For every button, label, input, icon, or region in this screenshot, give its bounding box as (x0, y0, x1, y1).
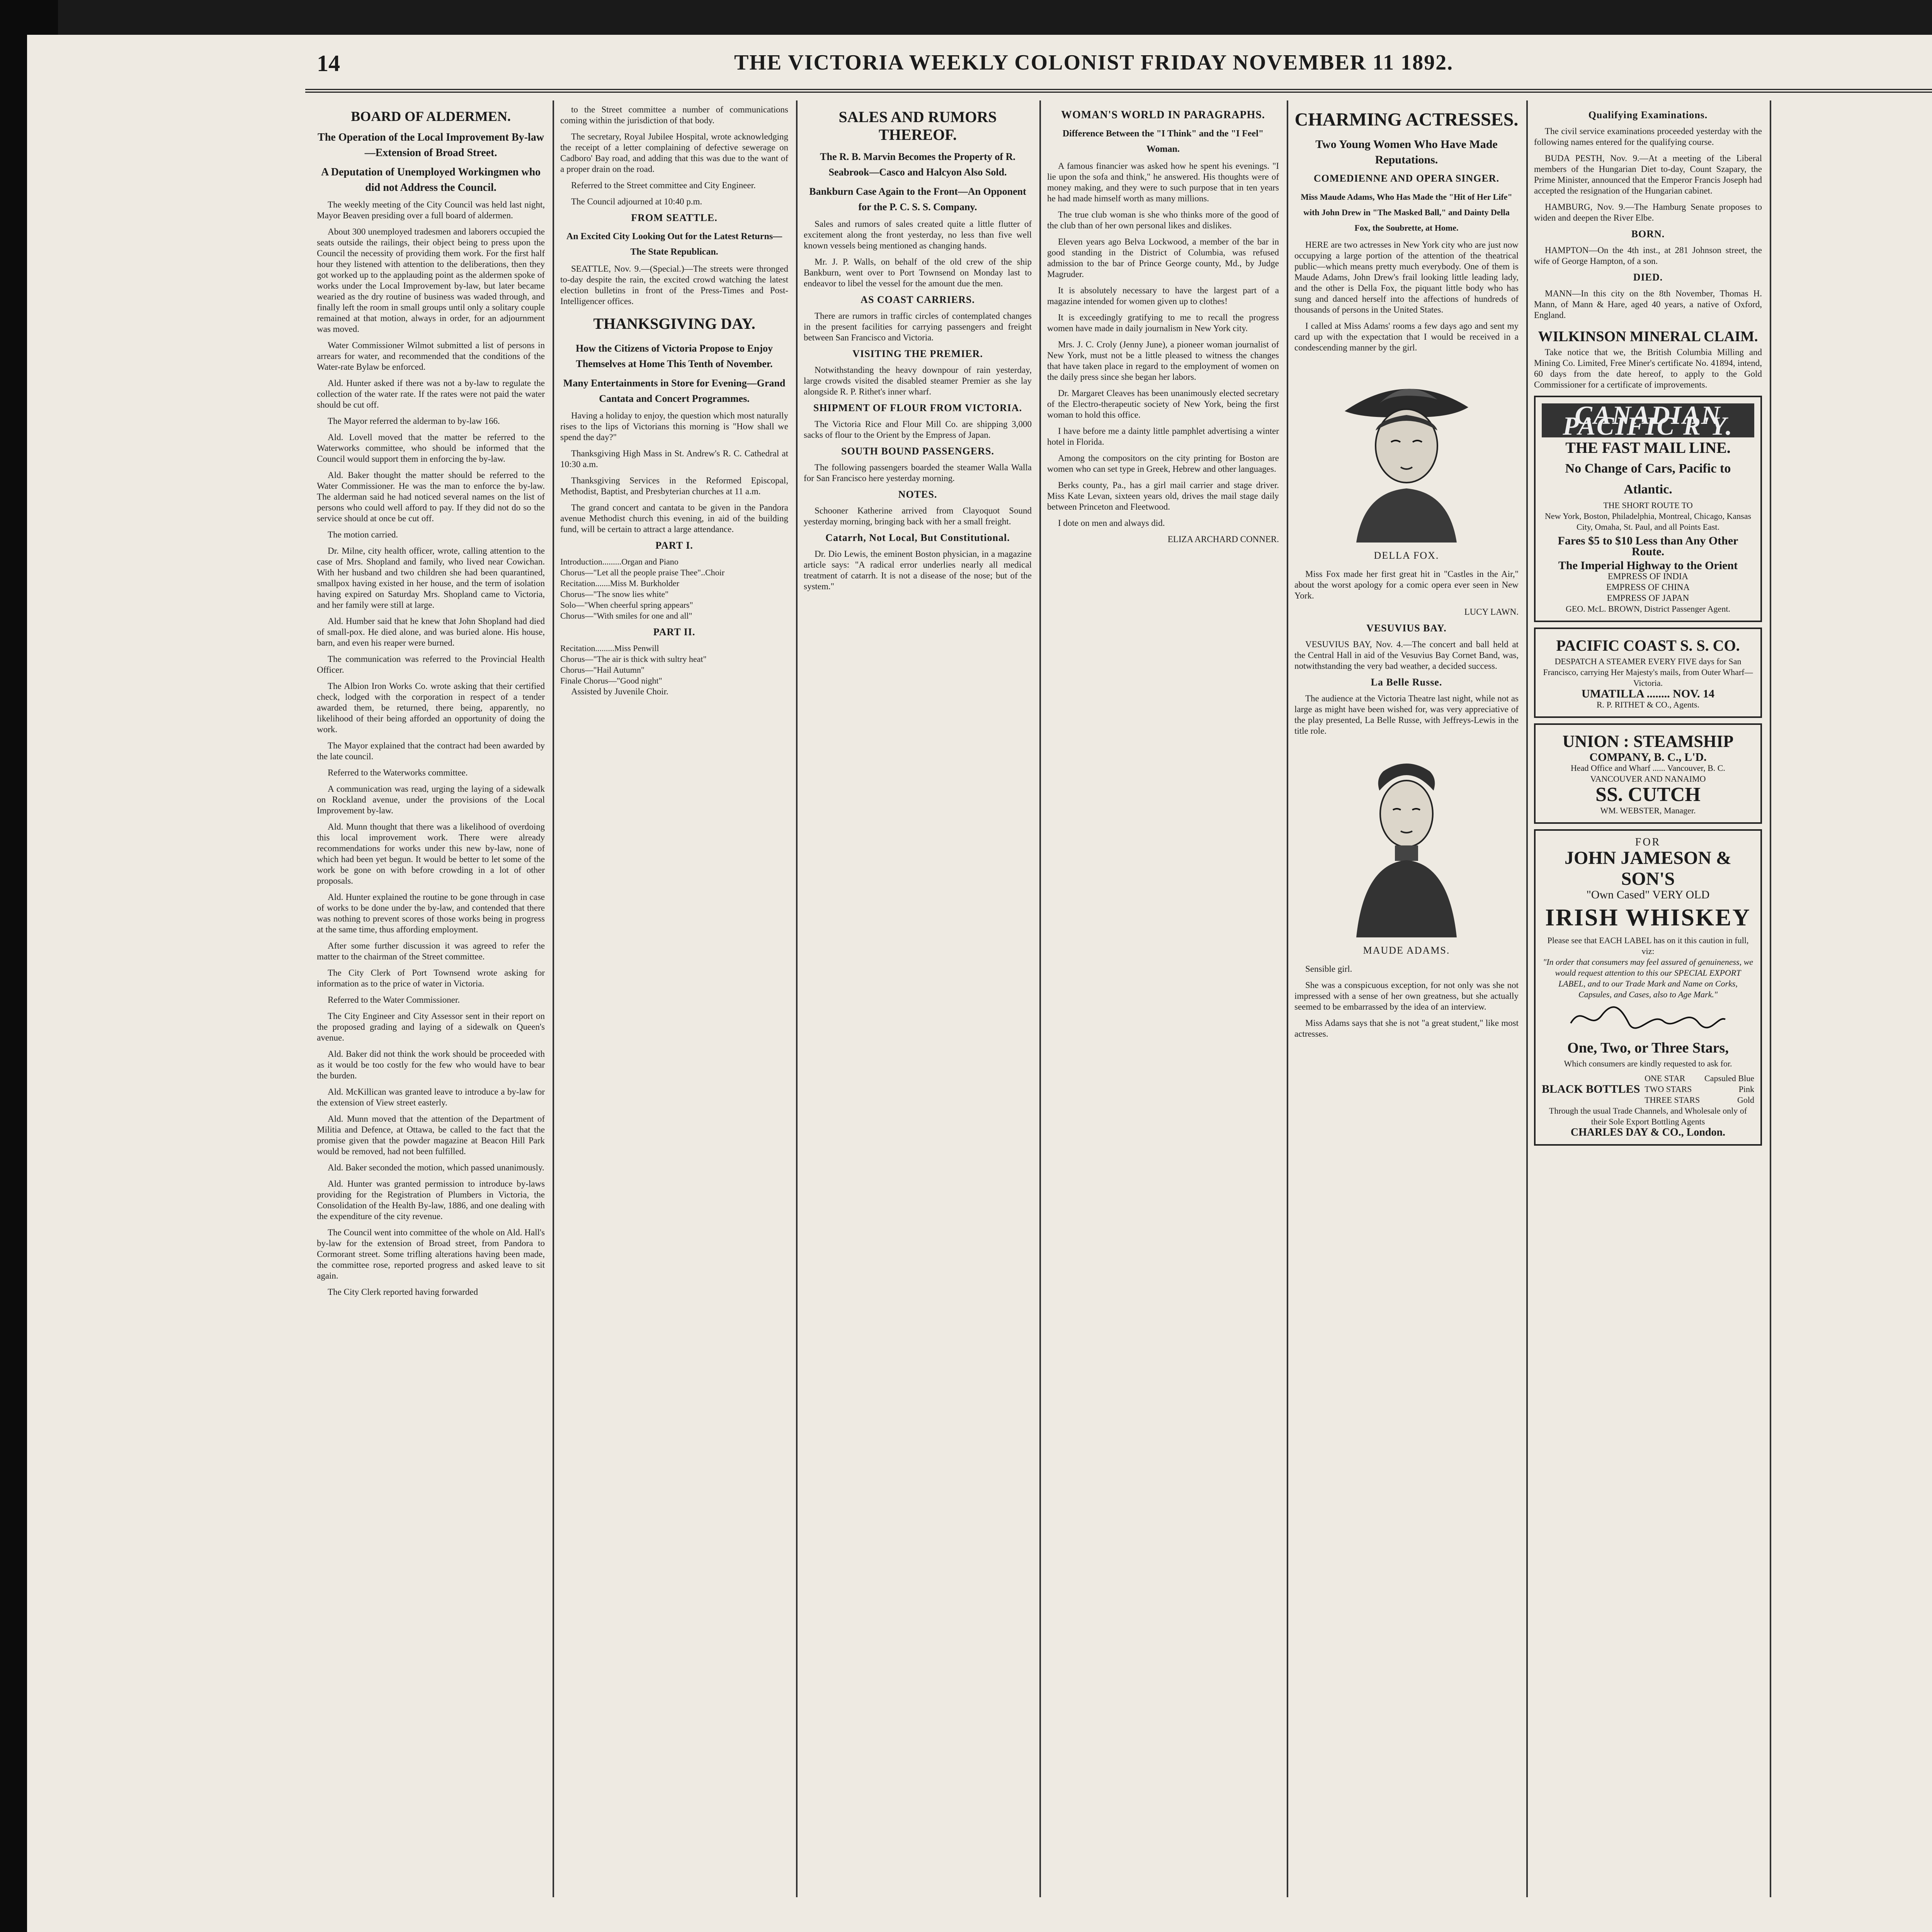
article-heading: THANKSGIVING DAY. (593, 315, 755, 332)
ad-line: New York, Boston, Philadelphia, Montreal, Chicago, Kansas City, Omaha, St. Paul, and all Points East. (1544, 511, 1752, 532)
paragraph: Notwithstanding the heavy downpour of rain yesterday, large crowds visited the disabled steamer Premier as she lay alongside R. P. Rithet's inner wharf. (804, 365, 1032, 396)
ad-line: THE SHORT ROUTE TO (1603, 500, 1693, 510)
column-rule (796, 100, 798, 1897)
ship-name: EMPRESS OF CHINA (1606, 582, 1690, 592)
paragraph: Dr. Margaret Cleaves has been unanimously elected secretary of the Electro-therapeutic society of New York, being the first woman to hold this office. (1047, 388, 1279, 420)
paragraph: The true club woman is she who thinks more of the good of the club than of her own personal likes and dislikes. (1047, 210, 1279, 230)
ship-name: EMPRESS OF JAPAN (1607, 593, 1689, 603)
paragraph: Berks county, Pa., has a girl mail carrier and stage driver. Miss Kate Levan, sixteen years old, drives the mail stage daily between Princeton and Fleetwood. (1047, 480, 1279, 512)
page-number: 14 (317, 51, 340, 76)
article-subhead: A Deputation of Unemployed Workingmen who did not Address the Council. (321, 166, 541, 194)
paragraph: It is absolutely necessary to have the largest part of a magazine intended for women given up to clothes! (1047, 286, 1279, 306)
ad-line: BLACK BOTTLES (1542, 1083, 1640, 1095)
byline: ELIZA ARCHARD CONNER. (1167, 534, 1279, 544)
section-heading: NOTES. (898, 489, 937, 500)
program-item: Introduction.........Organ and Piano (560, 557, 679, 566)
paragraph: The Mayor referred the alderman to by-law 166. (328, 416, 500, 426)
ad-heading: JOHN JAMESON & SON'S (1565, 848, 1731, 889)
ad-agent: WM. WEBSTER, Manager. (1600, 806, 1696, 815)
paragraph: The secretary, Royal Jubilee Hospital, wrote acknowledging the receipt of a letter complaining of defective sewerage on Cadboro' Bay road, and adding that this was due to the want of a proper drain on the road. (560, 132, 788, 174)
article-subhead: Many Entertainments in Store for Evening—Grand Cantata and Concert Programmes. (563, 378, 786, 404)
paragraph: SEATTLE, Nov. 9.—(Special.)—The streets were thronged to-day despite the rain, the excited crowd watching the latest election bulletins in front of the Press-Times and Post-Intelligencer offices. (560, 264, 788, 306)
paragraph: Dr. Milne, city health officer, wrote, calling attention to the case of Mrs. Shopland and family, who lived near Cowichan. With her husband and two children she had been quarantined, smallpox having existed in her house, and the term of isolation having expired on Saturday Mrs. Shopland came to Victoria, and her family were still at large. (317, 546, 545, 610)
paragraph: Ald. McKillican was granted leave to introduce a by-law for the extension of View street easterly. (317, 1087, 545, 1107)
paragraph: The City Engineer and City Assessor sent in their report on the proposed grading and laying of a sidewalk on Queen's avenue. (317, 1011, 545, 1043)
paragraph: The Council adjourned at 10:40 p.m. (571, 197, 702, 206)
ad-line: No Change of Cars, Pacific to Atlantic. (1565, 461, 1731, 497)
column-rule (1526, 100, 1528, 1897)
star-option: THREE STARS (1645, 1095, 1700, 1105)
section-heading: Catarrh, Not Local, But Constitutional. (825, 532, 1010, 543)
ad-line: Head Office and Wharf ...... Vancouver, B. C. (1571, 763, 1725, 773)
paragraph: Mr. J. P. Walls, on behalf of the old crew of the ship Bankburn, went over to Port Townsend on Monday last to endeavor to libel the vessel for the amount due the men. (804, 257, 1032, 288)
article-subhead: The R. B. Marvin Becomes the Property of R. Seabrook—Casco and Halcyon Also Sold. (820, 151, 1015, 178)
jameson-signature-icon (1567, 1000, 1729, 1035)
paragraph: MANN—In this city on the 8th November, Thomas H. Mann, of Mann & Hare, aged 40 years, a native of Oxford, England. (1534, 289, 1762, 320)
program-part: PART II. (653, 626, 696, 638)
column-rule (1287, 100, 1288, 1897)
program-part: PART I. (655, 540, 693, 551)
article-subhead: Miss Maude Adams, Who Has Made the "Hit of Her Life" with John Drew in "The Masked Ball," and Dainty Della Fox, the Soubrette, at Home. (1301, 192, 1512, 233)
ad-agent: R. P. RITHET & CO., Agents. (1596, 700, 1700, 709)
ad-line: THE FAST MAIL LINE. (1565, 439, 1731, 456)
program-item: Recitation.........Miss Penwill (560, 643, 659, 653)
paragraph: Ald. Baker seconded the motion, which passed unanimously. (328, 1163, 544, 1172)
article-heading: CHARMING ACTRESSES. (1294, 109, 1519, 130)
section-heading: SOUTH BOUND PASSENGERS. (841, 446, 994, 457)
paragraph: The Council went into committee of the whole on Ald. Hall's by-law for the extension of Broad street, from Pandora to Cormorant street. Some trifling alterations having been made, the committee rose, reported progress and asked leave to sit again. (317, 1228, 545, 1281)
paragraph: A communication was read, urging the laying of a sidewalk on Rockland avenue, under the provisions of the Local Improvement by-law. (317, 784, 545, 815)
program-item: Chorus—"Let all the people praise Thee"..Choir (560, 568, 725, 577)
paragraph: A famous financier was asked how he spent his evenings. "I lie upon the sofa and think," he answered. His thoughts were of money making, and they were to such purpose that in ten years he had made himself worth as many millions. (1047, 161, 1279, 203)
ship-name: SS. CUTCH (1595, 784, 1701, 806)
paragraph: Among the compositors on the city printing for Boston are women who can set type in Greek, Hebrew and other languages. (1047, 453, 1279, 474)
star-option: TWO STARS (1645, 1084, 1692, 1094)
paragraph: The Albion Iron Works Co. wrote asking that their certified check, lodged with the corporation in respect of a tender awarded them, be returned, there being, apparently, no likelihood of their being afforded an opportunity of doing the work. (317, 681, 545, 734)
ad-line: The Imperial Highway to the Orient (1558, 559, 1738, 572)
paragraph: Ald. Humber said that he knew that John Shopland had died of small-pox. He died alone, and was buried alone. His house, barn, and even his reaper were burned. (317, 616, 545, 648)
canadian-pacific-ad (1534, 396, 1762, 622)
paragraph: Ald. Baker thought the matter should be referred to the Water Commissioner. He was the man to enforce the by-law. The alderman said he had noticed several names on the list of persons who could well afford to pay. If they did not do so the service should at once be cut off. (317, 470, 545, 523)
paragraph: Mrs. J. C. Croly (Jenny June), a pioneer woman journalist of New York, must not be a little pleased to witness the changes that have taken place in regard to the employment of women on the daily press since she began her labors. (1047, 340, 1279, 382)
ad-line: Fares $5 to $10 Less than Any Other Route. (1558, 534, 1738, 558)
paragraph: Sales and rumors of sales created quite a little flutter of excitement along the front yesterday, no less than five well known vessels being mentioned as changing hands. (804, 219, 1032, 250)
section-heading: La Belle Russe. (1371, 677, 1442, 688)
paragraph: I dote on men and always did. (1058, 518, 1165, 528)
program-item: Chorus—"The air is thick with sultry heat" (560, 654, 707, 664)
ad-line: VANCOUVER AND NANAIMO (1590, 774, 1706, 784)
paragraph: HAMPTON—On the 4th inst., at 281 Johnson street, the wife of George Hampton, of a son. (1534, 245, 1762, 266)
ad-line: UMATILLA ........ NOV. 14 (1582, 687, 1714, 700)
paragraph: Ald. Hunter asked if there was not a by-law to regulate the collection of the water rate. If the rates were not paid the water should be cut off. (317, 378, 545, 410)
ad-line: Through the usual Trade Channels, and Wholesale only of their Sole Export Bottling Agents (1549, 1106, 1747, 1126)
program-item: Recitation.......Miss M. Burkholder (560, 578, 679, 588)
paragraph: Referred to the Street committee and City Engineer. (571, 180, 756, 190)
ad-heading: UNION : STEAMSHIP (1562, 732, 1734, 751)
paragraph: Thanksgiving High Mass in St. Andrew's R. C. Cathedral at 10:30 a.m. (560, 449, 788, 469)
paragraph: Ald. Hunter explained the routine to be gone through in case of works to be done under the by-law, and contended that there was nothing to prevent scores of those works being in progress at the same time, thus affording employment. (317, 892, 545, 934)
byline: LUCY LAWN. (1464, 607, 1519, 617)
article-heading: WOMAN'S WORLD IN PARAGRAPHS. (1061, 109, 1265, 121)
paragraph: Thanksgiving Services in the Reformed Episcopal, Methodist, Baptist, and Presbyterian churches at 11 a.m. (560, 476, 788, 496)
paragraph: Having a holiday to enjoy, the question which most naturally rises to the lips of Victorians this morning is "How shall we spend the day?" (560, 411, 788, 442)
cp-logo: CANADIAN PACIFIC R'Y. (1542, 403, 1754, 437)
jameson-whiskey-ad (1534, 829, 1762, 1146)
ad-line: DESPATCH A STEAMER EVERY FIVE days for San Francisco, carrying Her Majesty's mails, from Outer Wharf—Victoria. (1543, 656, 1753, 688)
paragraph: Schooner Katherine arrived from Clayoquot Sound yesterday morning, bringing back with her a small freight. (804, 506, 1032, 526)
pacific-coast-ad (1534, 628, 1762, 718)
paragraph: The Mayor explained that the contract had been awarded by the late council. (317, 741, 545, 761)
paragraph: Referred to the Waterworks committee. (328, 768, 468, 777)
della-fox-portrait (1333, 361, 1480, 543)
maude-adams-portrait (1337, 744, 1476, 937)
paragraph: The following passengers boarded the steamer Walla Walla for San Francisco here yesterday morning. (804, 463, 1032, 483)
article-heading: BOARD OF ALDERMEN. (351, 109, 511, 124)
column-advertisements (1534, 104, 1762, 1897)
article-subhead: An Excited City Looking Out for the Latest Returns—The State Republican. (566, 231, 782, 257)
paragraph: The grand concert and cantata to be given in the Pandora avenue Methodist church this evening, in aid of the building fund, will be certain to attract a large attendance. (560, 503, 788, 534)
section-heading: VESUVIUS BAY. (1366, 622, 1447, 634)
union-steamship-ad (1534, 723, 1762, 824)
paragraph: Water Commissioner Wilmot submitted a list of persons in arrears for water, and recommended that the conditions of the Water-rate Bylaw be enforced. (317, 340, 545, 372)
ad-agent: CHARLES DAY & CO., London. (1570, 1126, 1726, 1138)
paragraph: She was a conspicuous exception, for not only was she not impressed with a sense of her own greatness, but she actually seemed to be embarrassed by the idea of an interview. (1294, 980, 1519, 1012)
section-heading: Qualifying Examinations. (1588, 109, 1708, 121)
paragraph: The civil service examinations proceeded yesterday with the following names entered for the qualifying course. (1534, 126, 1762, 147)
paragraph: The City Clerk reported having forwarded (328, 1287, 478, 1297)
ad-quote: "In order that consumers may feel assured of genuineness, we would request attention to this our SPECIAL EXPORT LABEL, and to our Trade Mark and Name on Corks, Capsules, and Cases, also to Age Mark." (1543, 957, 1753, 999)
section-heading: AS COAST CARRIERS. (861, 294, 975, 305)
article-subhead: Difference Between the "I Think" and the "I Feel" Woman. (1062, 129, 1264, 154)
paragraph: HERE are two actresses in New York city who are just now occupying a large portion of the attention of the theatrical public—which means pretty much everybody. One of them is Maude Adams, John Drew's frail looking little leading lady, and the other is Della Fox, the piquant little body who has sung and danced herself into the affections of hundreds of thousands of persons in the United States. (1294, 240, 1519, 315)
ad-line: COMPANY, B. C., L'D. (1589, 751, 1707, 764)
capsule-option: Gold (1737, 1095, 1754, 1105)
program-item: Chorus—"With smiles for one and all" (560, 611, 692, 621)
column-rule (1039, 100, 1041, 1897)
portrait-caption: MAUDE ADAMS. (1363, 945, 1450, 956)
paragraph: The communication was referred to the Provincial Health Officer. (317, 654, 545, 675)
article-subhead: The Operation of the Local Improvement By-law—Extension of Broad Street. (318, 131, 544, 159)
article-heading: SALES AND RUMORS THEREOF. (838, 108, 997, 143)
column-rule (553, 100, 554, 1897)
paragraph: I have before me a dainty little pamphlet advertising a winter hotel in Florida. (1047, 426, 1279, 447)
paragraph: I called at Miss Adams' rooms a few days ago and sent my card up with the expectation that I would be received in a condescending manner by the girl. (1294, 321, 1519, 352)
paragraph: BUDA PESTH, Nov. 9.—At a meeting of the Liberal members of the Hungarian Diet to-day, Count Szapary, the Prime Minister, announced that the Emperor Francis Joseph had accepted the resignation of the Hungarian cabinet. (1534, 153, 1762, 196)
ship-name: EMPRESS OF INDIA (1607, 571, 1689, 581)
ad-line: Please see that EACH LABEL has on it this caution in full, viz: (1547, 935, 1749, 956)
capsule-option: Capsuled Blue (1704, 1073, 1754, 1083)
star-table (1542, 1073, 1754, 1105)
ad-line: FOR (1635, 836, 1661, 848)
column-board-of-aldermen (317, 104, 545, 1897)
paragraph: Dr. Dio Lewis, the eminent Boston physician, in a magazine article says: "A radical error underlies nearly all medical treatment of catarrh. It is not a disease of the nose; but of the system." (804, 549, 1032, 591)
article-subhead: How the Citizens of Victoria Propose to Enjoy Themselves at Home This Tenth of November. (575, 343, 773, 369)
article-heading: FROM SEATTLE. (631, 212, 718, 223)
paragraph: Sensible girl. (1305, 964, 1352, 974)
paragraph: The Victoria Rice and Flour Mill Co. are shipping 3,000 sacks of flour to the Orient by the Empress of Japan. (804, 419, 1032, 440)
column-sales-rumors (804, 104, 1032, 1897)
paragraph: Miss Adams says that she is not "a great student," like most actresses. (1294, 1018, 1519, 1039)
paragraph: The motion carried. (328, 530, 398, 539)
ad-line: Which consumers are kindly requested to ask for. (1564, 1059, 1732, 1068)
paragraph: There are rumors in traffic circles of contemplated changes in the present facilities for carrying passengers and freight between San Francisco and Victoria. (804, 311, 1032, 342)
paragraph: The audience at the Victoria Theatre last night, while not as large as might have been wished for, was very appreciative of the play presented, La Belle Russe, with Jeffreys-Lewis in the title role. (1294, 694, 1519, 736)
section-heading: SHIPMENT OF FLOUR FROM VICTORIA. (813, 402, 1022, 413)
portrait-caption: DELLA FOX. (1374, 550, 1439, 561)
article-subhead: COMEDIENNE AND OPERA SINGER. (1313, 173, 1500, 184)
section-heading: BORN. (1631, 228, 1665, 240)
capsule-list (1704, 1073, 1754, 1105)
star-option: ONE STAR (1645, 1073, 1685, 1083)
paragraph: Eleven years ago Belva Lockwood, a member of the bar in good standing in the District of Columbia, was refused admission to the bar of Prince George county, Md., by Judge Magruder. (1047, 237, 1279, 279)
article-subhead: Two Young Women Who Have Made Reputations. (1315, 138, 1498, 166)
program-item: Chorus—"The snow lies white" (560, 589, 669, 599)
paragraph: to the Street committee a number of communications coming within the jurisdiction of that body. (560, 105, 788, 125)
ad-heading: WILKINSON MINERAL CLAIM. (1538, 328, 1758, 345)
program-item: Chorus—"Hail Autumn" (560, 665, 645, 675)
paragraph: HAMBURG, Nov. 9.—The Hamburg Senate proposes to widen and deepen the River Elbe. (1534, 202, 1762, 223)
paragraph: The City Clerk of Port Townsend wrote asking for information as to the price of water in Victoria. (317, 968, 545, 988)
paragraph: Ald. Munn moved that the attention of the Department of Militia and Defence, at Ottawa, be called to the fact that the promise given that the powder magazine at Beacon Hill Park would be removed, had not been fulfilled. (317, 1114, 545, 1156)
article-subhead: Bankburn Case Again to the Front—An Opponent for the P. C. S. S. Company. (809, 186, 1026, 213)
ad-heading: IRISH WHISKEY (1545, 905, 1751, 931)
column-rule (1770, 100, 1771, 1897)
ad-heading: PACIFIC COAST S. S. CO. (1556, 637, 1740, 654)
newspaper-title: THE VICTORIA WEEKLY COLONIST FRIDAY NOVEMBER 11 1892. (734, 51, 1454, 75)
paragraph: Ald. Baker did not think the work should be proceeded with as it would be too costly for the few who would have to bear the burden. (317, 1049, 545, 1080)
paragraph: Miss Fox made her first great hit in "Castles in the Air," about the worst apology for a comic opera ever seen in New York. (1294, 569, 1519, 600)
paragraph: Take notice that we, the British Columbia Milling and Mining Co. Limited, Free Miner's certificate No. 41894, intend, 60 days from the date hereof, to apply to the Gold Commissioner for a certificate of improvements. (1534, 347, 1762, 389)
paragraph: About 300 unemployed tradesmen and laborers occupied the seats outside the railings, their object being to press upon the Council the necessity of providing them work. For the first half hour they listened with attention to the deliberations, then they got worked up to the applauding point as the aldermen spoke of works under the Local Improvement by-law, but later became wearied as the dry routine of business was waded through, and finally left the room in small groups until only a solitary couple remained at that motion, always in order, for an adjournment was moved. (317, 227, 545, 334)
paragraph: Ald. Hunter was granted permission to introduce by-laws providing for the Registration of Plumbers in Victoria, the Consolidation of the Health By-law, 1886, and one dealing with the expenditure of the city revenue. (317, 1179, 545, 1221)
column-thanksgiving (560, 104, 788, 1897)
program-item: Finale Chorus—"Good night" (560, 676, 662, 685)
paragraph: Referred to the Water Commissioner. (328, 995, 460, 1005)
ad-agent: GEO. McL. BROWN, District Passenger Agent. (1566, 604, 1730, 614)
ad-line: One, Two, or Three Stars, (1567, 1040, 1729, 1056)
paragraph: Ald. Lovell moved that the matter be referred to the Waterworks committee, who should be informed that the Council would support them in enforcing the by-law. (317, 432, 545, 464)
capsule-option: Pink (1738, 1084, 1754, 1094)
paragraph: VESUVIUS BAY, Nov. 4.—The concert and ball held at the Central Hall in aid of the Vesuvius Bay Cornet Band, was, notwithstanding the very bad weather, a decided success. (1294, 639, 1519, 671)
column-womans-world (1047, 104, 1279, 1897)
paragraph: After some further discussion it was agreed to refer the matter to the chairman of the Street committee. (317, 941, 545, 961)
star-list (1645, 1073, 1700, 1105)
program-note: Assisted by Juvenile Choir. (571, 687, 668, 696)
paragraph: Ald. Munn thought that there was a likelihood of overdoing this local improvement work. There were already recommendations for works under this new by-law, none of which had been yet begun. It would be better to let some of the work be gone on with before crowding in a lot of other proposals. (317, 822, 545, 886)
paragraph: The weekly meeting of the City Council was held last night, Mayor Beaven presiding over a full board of aldermen. (317, 200, 545, 220)
program-item: Solo—"When cheerful spring appears" (560, 600, 693, 610)
section-heading: VISITING THE PREMIER. (852, 348, 983, 359)
paragraph: It is exceedingly gratifying to me to recall the progress women have made in daily journalism in New York city. (1047, 313, 1279, 333)
ad-line: "Own Cased" VERY OLD (1586, 888, 1710, 901)
column-charming-actresses (1294, 104, 1519, 1897)
section-heading: DIED. (1633, 272, 1663, 283)
